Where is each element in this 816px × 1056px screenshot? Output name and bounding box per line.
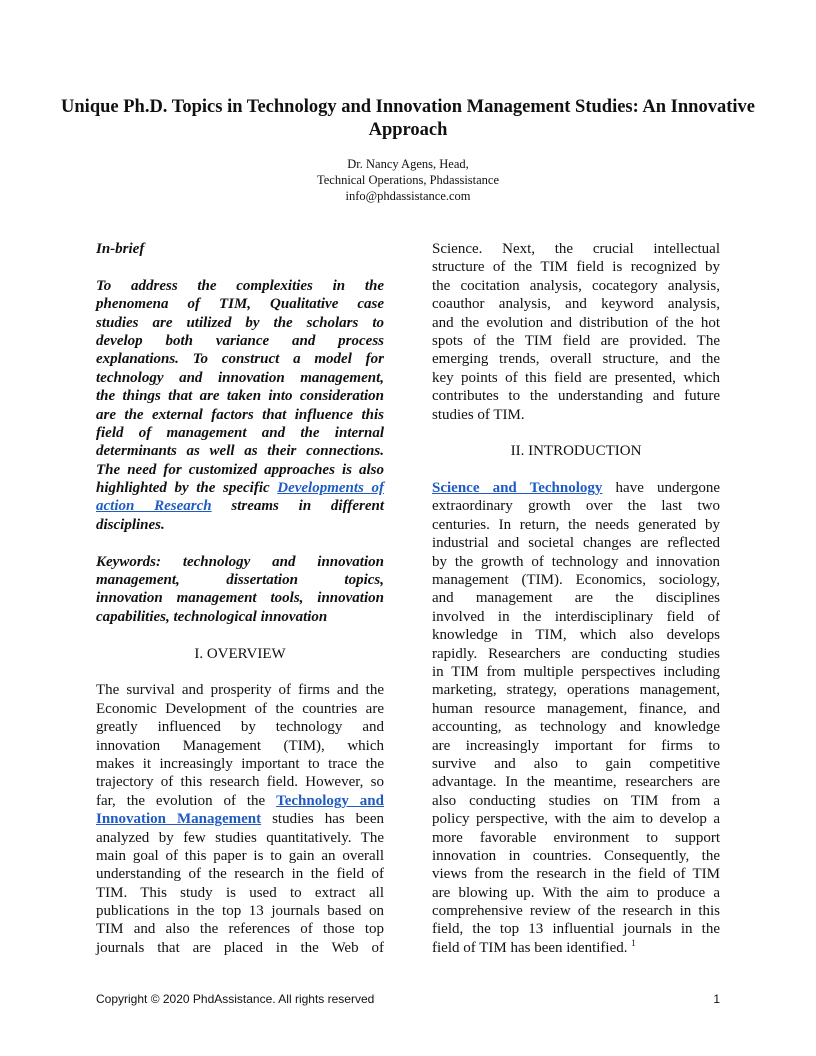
text-line: knowledge in TIM, which also develops bbox=[432, 627, 720, 644]
text-line: To address the complexities in the bbox=[96, 277, 384, 294]
text-line: innovation management tools, innovation bbox=[96, 590, 384, 607]
hyperlink[interactable]: Innovation Management bbox=[96, 811, 262, 828]
text-line: in TIM from multiple perspectives including bbox=[432, 664, 720, 680]
text-line: determinants as well as their connections. bbox=[96, 443, 384, 460]
text-line: are blowing up. With the aim to produce a bbox=[432, 884, 720, 901]
text-line: studies are utilized by the scholars to bbox=[96, 314, 384, 331]
author-email: info@phdassistance.com bbox=[345, 189, 471, 203]
text-segment: streams in different bbox=[211, 498, 384, 515]
text-line: the cocitation analysis, cocategory analysis, bbox=[432, 277, 720, 294]
text-line: comprehensive review of the research in this bbox=[432, 903, 720, 920]
copyright-text: Copyright © 2020 PhdAssistance. All rights reserved bbox=[96, 992, 375, 1006]
text-line: contributes to the understanding and future bbox=[432, 388, 720, 405]
section-heading: I. OVERVIEW bbox=[194, 645, 286, 662]
author-affiliation: Technical Operations, Phdassistance bbox=[316, 173, 500, 187]
hyperlink[interactable]: Developments of bbox=[277, 480, 384, 497]
page-title: Unique Ph.D. Topics in Technology and Innovation Management Studies: An Innovative Approach bbox=[61, 97, 755, 140]
right-column bbox=[432, 240, 720, 976]
text-line: are the external factors that influence this bbox=[96, 406, 384, 423]
paragraph bbox=[432, 479, 720, 957]
text-line: The survival and prosperity of firms and the bbox=[96, 682, 384, 699]
text-line: innovation in countries. Consequently, the bbox=[432, 847, 720, 864]
page-number: 1 bbox=[713, 992, 720, 1006]
text-line: the things that are taken into consideration bbox=[96, 388, 384, 405]
text-line: management, dissertation topics, bbox=[96, 572, 384, 589]
text-line: journals that are placed in the Web of bbox=[96, 939, 384, 956]
text-line: The need for customized approaches is also bbox=[96, 461, 384, 478]
text-line: disciplines. bbox=[96, 516, 165, 533]
text-line: makes it increasingly important to trace the bbox=[96, 755, 384, 772]
text-line: human resource management, finance, and bbox=[432, 700, 720, 717]
text-line: and the evolution and distribution of the hot bbox=[432, 314, 720, 331]
text-segment: highlighted by the specific bbox=[96, 480, 278, 497]
text-line: advantage. In the meantime, researchers are bbox=[432, 774, 720, 791]
text-segment: have undergone bbox=[602, 480, 720, 497]
text-line: TIM. This study is used to extract all bbox=[96, 884, 384, 901]
text-line: Science. Next, the crucial intellectual bbox=[432, 241, 720, 257]
text-line bbox=[96, 792, 384, 810]
hyperlink[interactable]: Technology and bbox=[276, 792, 384, 809]
text-line: and management are the disciplines bbox=[432, 590, 720, 607]
text-line: field of management and the internal bbox=[96, 424, 384, 441]
text-line: Keywords: technology and innovation bbox=[96, 553, 384, 570]
text-line: Economic Development of the countries are bbox=[96, 700, 384, 717]
text-line bbox=[96, 497, 384, 515]
author-name: Dr. Nancy Agens, Head, bbox=[347, 157, 469, 171]
text-line: technology and innovation management, bbox=[96, 369, 384, 386]
page-footer bbox=[96, 992, 720, 1006]
text-line: TIM and also the references of those top bbox=[96, 921, 384, 938]
text-line bbox=[96, 479, 384, 497]
text-line: studies of TIM. bbox=[432, 406, 525, 423]
text-line: also conducting studies on TIM from a bbox=[432, 792, 720, 809]
text-line: capabilities, technological innovation bbox=[96, 608, 328, 625]
text-line: structure of the TIM field is recognized by bbox=[432, 259, 720, 276]
text-line bbox=[96, 810, 384, 828]
text-segment: studies has been bbox=[261, 811, 384, 828]
text-line: explanations. To construct a model for bbox=[96, 351, 384, 368]
text-line bbox=[432, 479, 720, 497]
text-line: main goal of this paper is to gain an overall bbox=[96, 847, 384, 864]
text-line: field, the top 13 influential journals in the bbox=[432, 921, 720, 938]
text-line: understanding of the research in the field of bbox=[96, 866, 384, 883]
text-line: views from the research in the field of TIM bbox=[432, 866, 720, 883]
hyperlink[interactable]: action Research bbox=[96, 498, 212, 515]
text-line: trajectory of this research field. However, so bbox=[96, 774, 384, 791]
text-line: centuries. In return, the needs generated by bbox=[432, 516, 720, 533]
text-line: by the growth of technology and innovation bbox=[432, 553, 720, 570]
text-line: survive and also to gain competitive bbox=[432, 755, 720, 772]
text-line: publications in the top 13 journals based on bbox=[96, 903, 384, 920]
text-segment: field of TIM has been identified. bbox=[432, 939, 632, 956]
text-line: are increasingly important for firms to bbox=[432, 737, 720, 754]
text-line: marketing, strategy, operations management, bbox=[432, 682, 720, 699]
author-block bbox=[0, 156, 816, 204]
section-heading: II. INTRODUCTION bbox=[510, 443, 642, 460]
text-line: emerging trends, overall structure, and the bbox=[432, 351, 720, 368]
hyperlink[interactable]: Science and Technology bbox=[432, 480, 603, 497]
paragraph bbox=[96, 240, 384, 258]
paragraph bbox=[432, 240, 720, 424]
text-line: industrial and societal changes are reflected bbox=[432, 535, 720, 552]
paragraph bbox=[96, 681, 384, 957]
paragraph bbox=[96, 553, 384, 627]
text-line: phenomena of TIM, Qualitative case bbox=[96, 296, 384, 313]
text-line: analyzed by few studies quantitatively. The bbox=[96, 829, 384, 846]
text-line: greatly influenced by technology and bbox=[96, 719, 384, 736]
text-line: key points of this field are presented, which bbox=[432, 369, 720, 386]
text-line: accounting, as technology and knowledge bbox=[432, 719, 720, 736]
text-line: involved in the interdisciplinary field of bbox=[432, 608, 720, 625]
text-line: management (TIM). Economics, sociology, bbox=[432, 572, 720, 589]
text-line: In-brief bbox=[96, 241, 145, 257]
text-line: innovation Management (TIM), which bbox=[96, 737, 384, 754]
paragraph bbox=[96, 277, 384, 534]
text-line: extraordinary growth over the last two bbox=[432, 498, 720, 515]
text-line: rapidly. Researchers are conducting studies bbox=[432, 645, 720, 662]
text-segment: far, the evolution of the bbox=[96, 792, 277, 809]
text-line: develop both variance and process bbox=[96, 332, 384, 349]
text-line: policy perspective, with the aim to develop a bbox=[432, 811, 720, 828]
left-column bbox=[96, 240, 384, 976]
footnote-ref: 1 bbox=[631, 937, 636, 948]
text-line bbox=[432, 939, 720, 957]
text-line: spots of the TIM field are provided. The bbox=[432, 332, 720, 349]
text-line: coauthor analysis, and keyword analysis, bbox=[432, 296, 720, 313]
text-line: more favorable environment to support bbox=[432, 829, 720, 846]
